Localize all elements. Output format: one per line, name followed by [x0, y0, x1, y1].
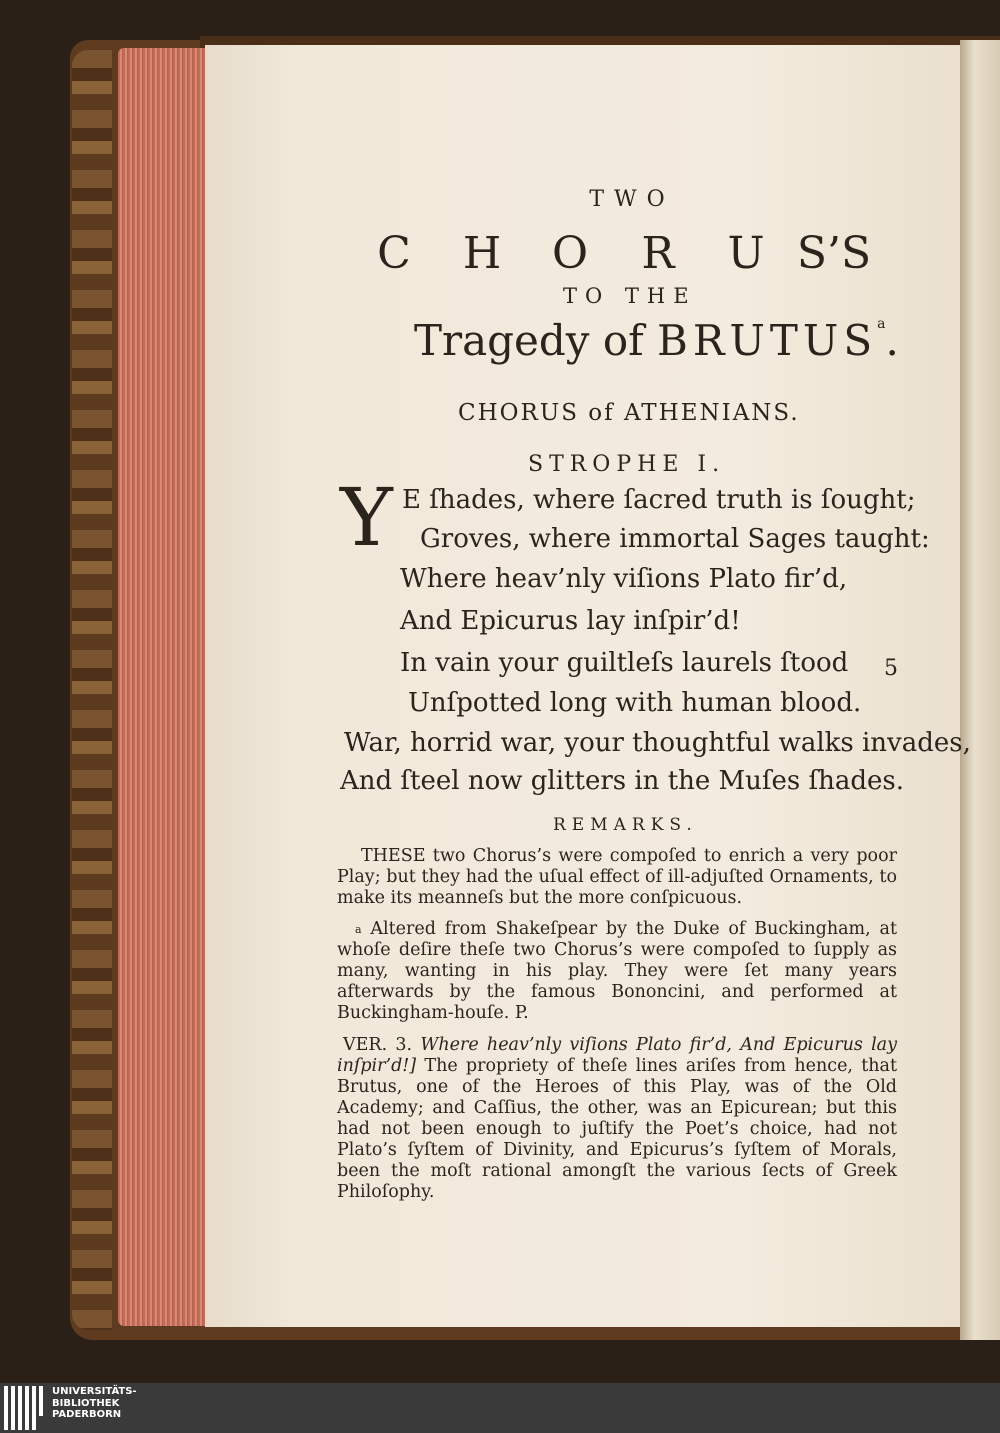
verse-line: War, horrid war, your thoughtful walks invades, — [344, 728, 971, 758]
verse-line: And Epicurus lay inſpir’d! — [400, 606, 741, 636]
remarks-paragraph-text: Altered from Shakeſpear by the Duke of Buckingham, at whoſe deſire theſe two Chorus’s were compoſed to ſupply as many, wanting in his play. They were ſet many years afterwards by the famous Bononcini, and performed at Buckingham-houſe. P. — [337, 919, 897, 1023]
heading-to-the: TO THE — [563, 284, 697, 308]
verse-line: In vain your guiltleſs laurels ſtood — [400, 648, 849, 678]
heading-tragedy-of: Tragedy of — [414, 316, 644, 365]
quoted-lines: Where heav’nly viſions Plato fir’d, And Epicurus lay inſpir’d!] — [337, 1035, 897, 1076]
remarks-paragraph — [337, 919, 897, 1024]
footnote-mark: a — [355, 923, 362, 936]
remarks-paragraph-text: The propriety of theſe lines ariſes from hence, that Brutus, one of the Heroes of this Play, was of the Old Academy; and Caſſius, the other, was an Epicurean; but this had not been enough to juſtify the Poet’s choice, had not Plato’s ſyſtem of Divinity, and Epicurus’s ſyſtem of Morals, been the moſt rational amongſt the various ſects of Greek Philoſophy. — [337, 1056, 897, 1202]
footnote-mark: a — [877, 316, 886, 332]
page-edges — [118, 48, 210, 1326]
verse-line: E ſhades, where ſacred truth is ſought; — [402, 485, 916, 515]
verse-line: And ſteel now glitters in the Muſes ſhades. — [340, 766, 905, 796]
drop-cap: Y — [340, 471, 393, 564]
library-footer — [0, 1383, 1000, 1433]
remarks-paragraph: THESE two Chorus’s were compoſed to enrich a very poor Play; but they had the uſual effect of ill-adjuſted Ornaments, to make its meanneſs but the more conſpicuous. — [337, 846, 897, 908]
heading-tragedy: Tragedy of BRUTUS$^a$. — [414, 316, 899, 365]
verse-line: Unſpotted long with human blood. — [408, 688, 862, 718]
heading-chorus — [350, 228, 878, 279]
remarks-paragraph — [337, 1035, 897, 1203]
heading-two: TWO — [589, 187, 675, 212]
remarks-heading: REMARKS. — [553, 815, 698, 835]
heading-brutus: BRUTUS — [657, 316, 878, 365]
heading-chorus-letter: U — [727, 228, 765, 279]
heading-chorus-letter: S’S — [796, 228, 872, 279]
heading-chorus-letter: H — [462, 228, 502, 279]
heading-chorus-letter: O — [551, 228, 589, 279]
line-number: 5 — [884, 656, 898, 681]
verse-reference: VER. 3. — [343, 1035, 413, 1055]
page-gutter — [960, 40, 1000, 1340]
heading-chorus-letter: C — [377, 228, 411, 279]
library-logo-icon — [4, 1386, 44, 1430]
chorus-of-athenians: CHORUS of ATHENIANS. — [458, 400, 800, 426]
cover-spine — [72, 50, 112, 1330]
strophe-heading: STROPHE I. — [528, 452, 726, 477]
verse-line: Where heav’nly viſions Plato fir’d, — [400, 564, 848, 594]
verse-line: Groves, where immortal Sages taught: — [420, 524, 930, 554]
library-name: UNIVERSITÄTS- BIBLIOTHEK PADERBORN — [52, 1386, 137, 1420]
heading-chorus-letter: R — [641, 228, 675, 279]
